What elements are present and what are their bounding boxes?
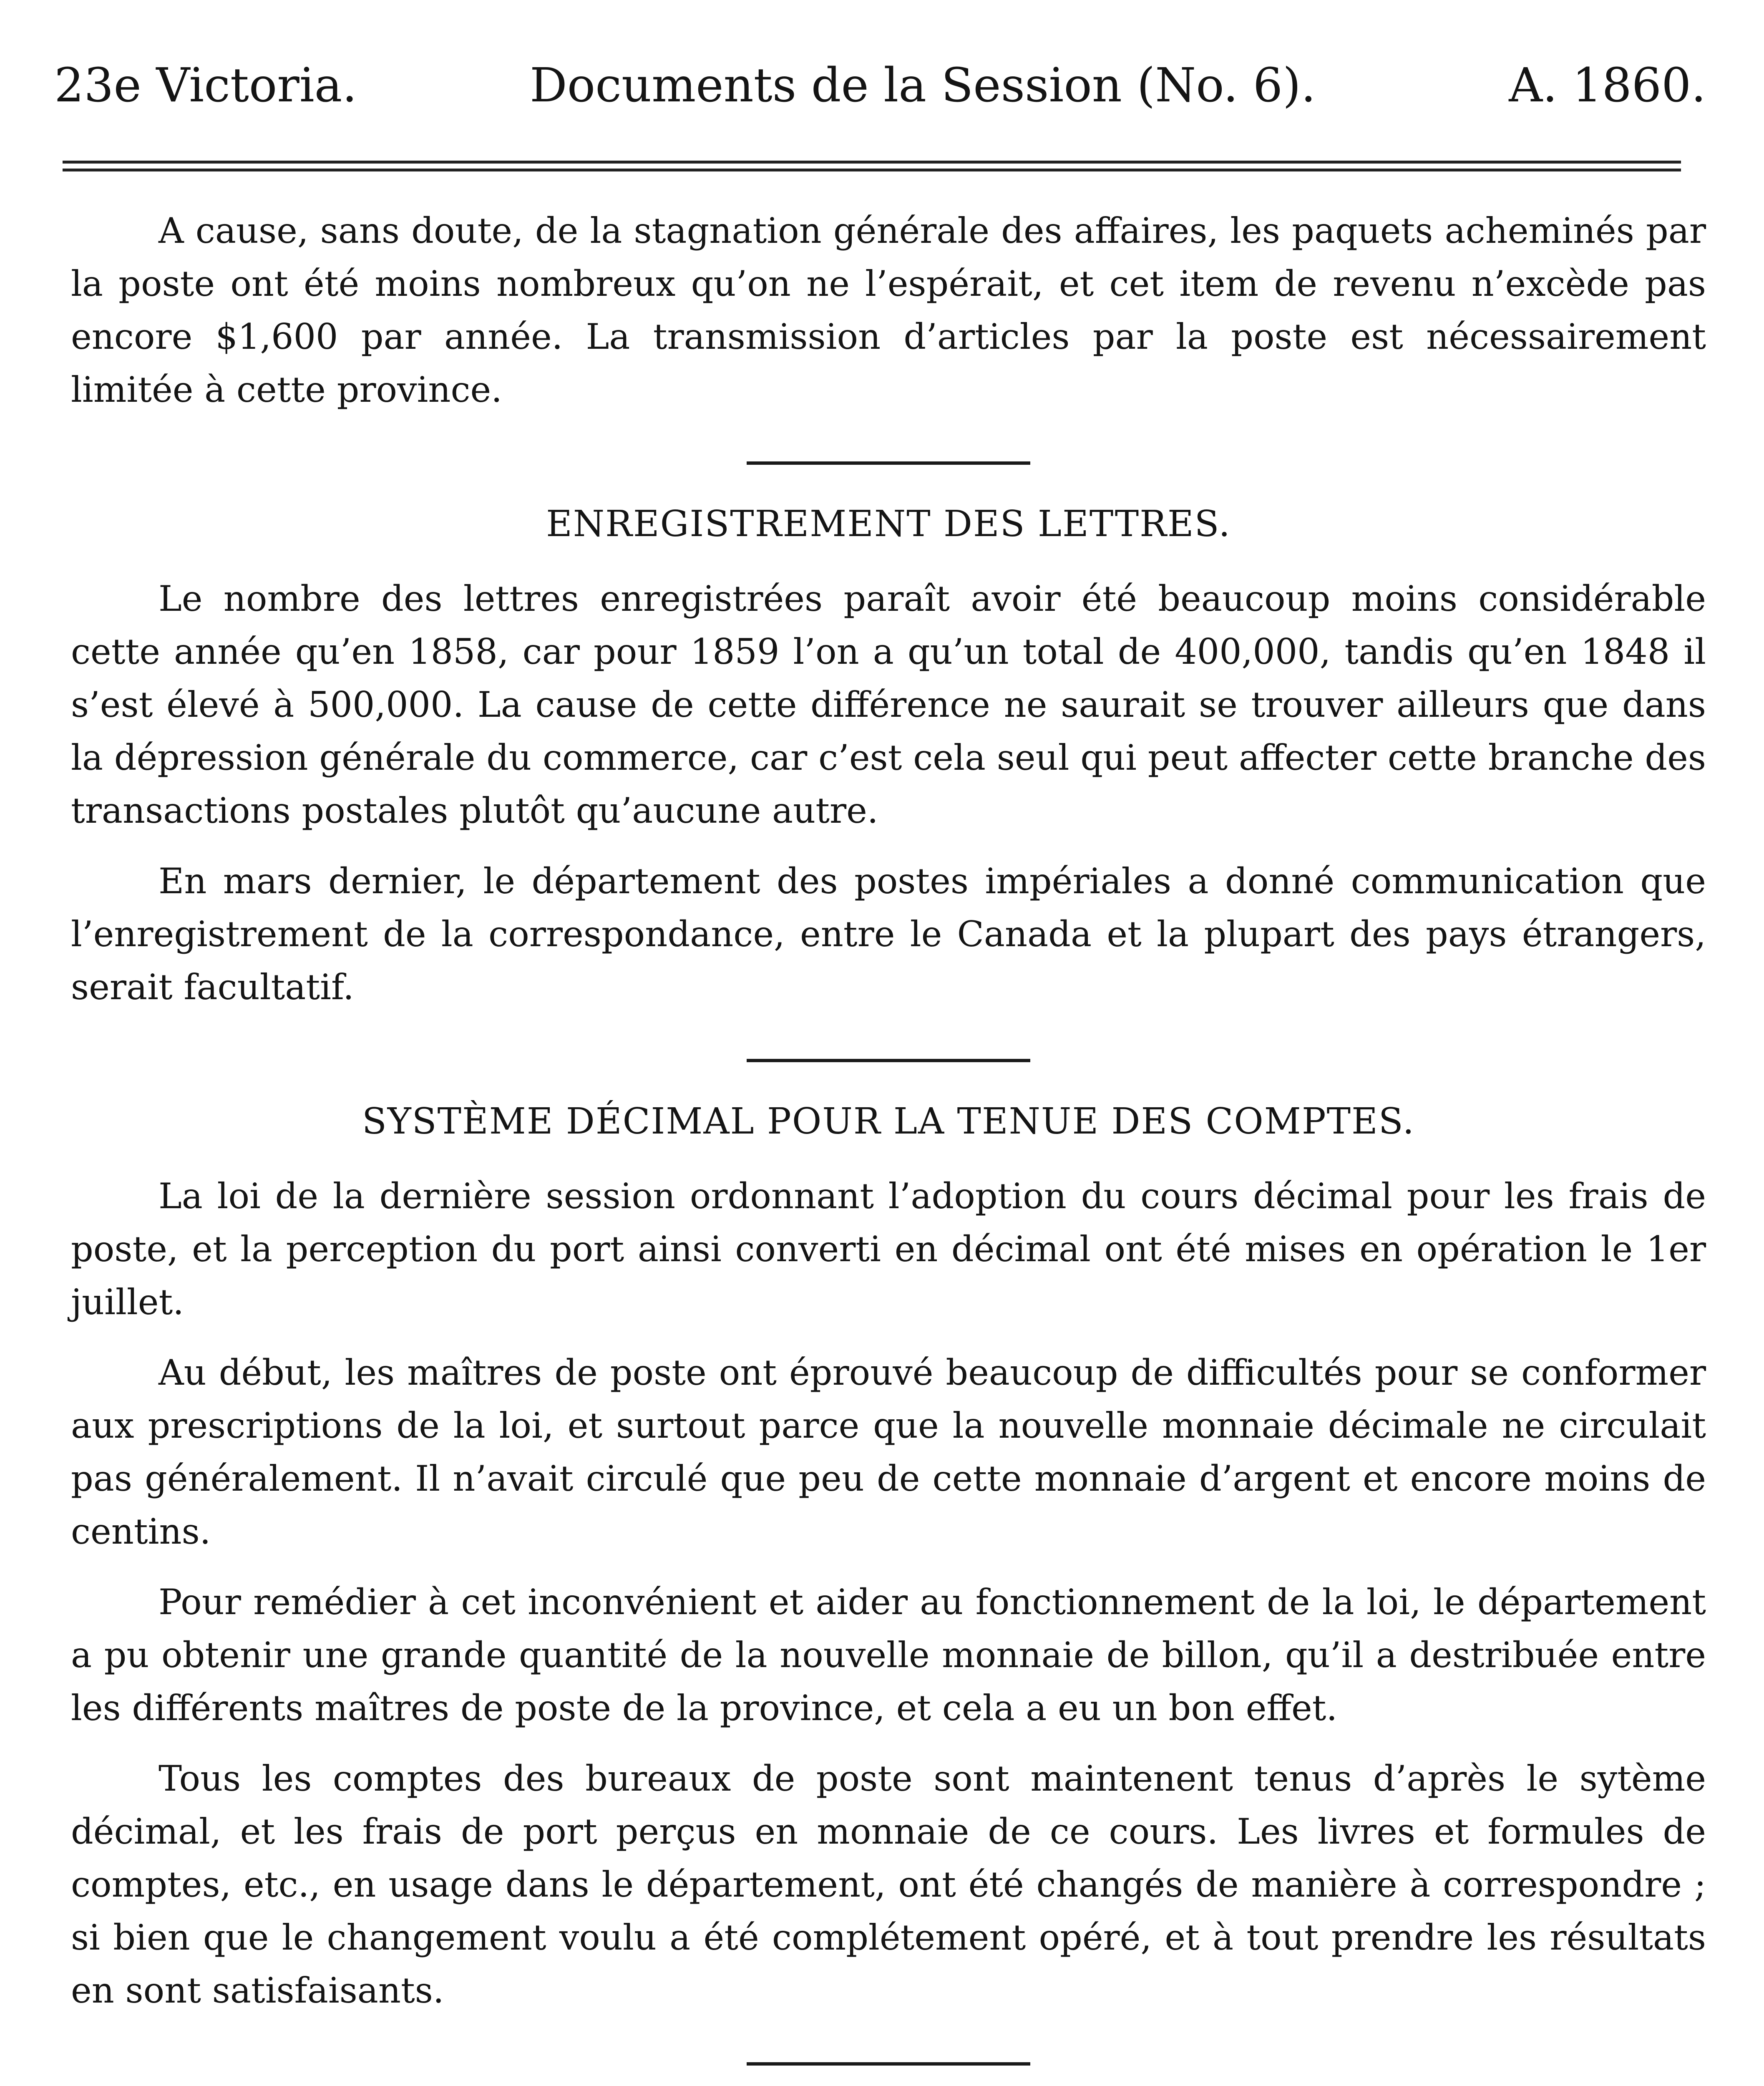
section-separator (747, 2062, 1030, 2066)
paragraph-decimal-law: La loi de la dernière session ordonnant l’adoption du cours décimal pour les frais de poste, et la perception du port ainsi converti en décimal ont été mises en opération le 1er juillet. (71, 1176, 1706, 1323)
section-separator (747, 461, 1030, 465)
running-head-regnal-year: 23e Victoria. (54, 58, 357, 113)
paragraph-postmaster-difficulties: Au début, les maîtres de poste ont éprouvé beaucoup de difficultés pour se conformer aux prescriptions de la loi, et surtout parce que la nouvelle monnaie décimale ne circulait pas généralement. Il n’avait circulé que peu de cette monnaie d’argent et encore moins de centins. (71, 1352, 1706, 1552)
header-double-rule (63, 161, 1681, 171)
paragraph-imperial-registration: En mars dernier, le département des postes impériales a donné communication que l’enregistrement de la correspondance, entre le Canada et la plupart des pays étrangers, serait facultatif. (71, 861, 1706, 1008)
running-head-title: Documents de la Session (No. 6). (530, 58, 1316, 113)
running-head-year: A. 1860. (1509, 58, 1706, 113)
running-head (54, 50, 1706, 121)
paragraph-billon-coinage: Pour remédier à cet inconvénient et aider au fonctionnement de la loi, le département a pu obtenir une grande quantité de la nouvelle monnaie de billon, qu’il a destribuée entre les différents maîtres de poste de la province, et cela a eu un bon effet. (71, 1582, 1706, 1728)
paragraph-parcels: A cause, sans doute, de la stagnation générale des affaires, les paquets acheminés par la poste ont été moins nombreux qu’on ne l’espérait, et cet item de revenu n’excède pas encore $1,600 par année. La transmission d’articles par la poste est nécessairement limitée à cette province. (71, 210, 1706, 410)
paragraph-decimal-accounts: Tous les comptes des bureaux de poste sont maintenent tenus d’après le sytème décimal, et les frais de port perçus en monnaie de ce cours. Les livres et formules de comptes, etc., en usage dans le département, ont été changés de manière à correspondre ; si bien que le changement voulu a été complétement opéré, et à tout prendre les résultats en sont satisfaisants. (71, 1758, 1706, 2011)
heading-decimal-system: SYSTÈME DÉCIMAL POUR LA TENUE DES COMPTES. (362, 1101, 1415, 1142)
body-text (71, 204, 1706, 2086)
heading-registration: ENREGISTREMENT DES LETTRES. (546, 503, 1231, 545)
paragraph-registered-letters: Le nombre des lettres enregistrées paraît avoir été beaucoup moins considérable cette année qu’en 1858, car pour 1859 l’on a qu’un total de 400,000, tandis qu’en 1848 il s’est élevé à 500,000. La cause de cette différence ne saurait se trouver ailleurs que dans la dépression générale du commerce, car c’est cela seul qui peut affecter cette branche des transactions postales plutôt qu’aucune autre. (71, 578, 1706, 831)
section-separator (747, 1059, 1030, 1062)
